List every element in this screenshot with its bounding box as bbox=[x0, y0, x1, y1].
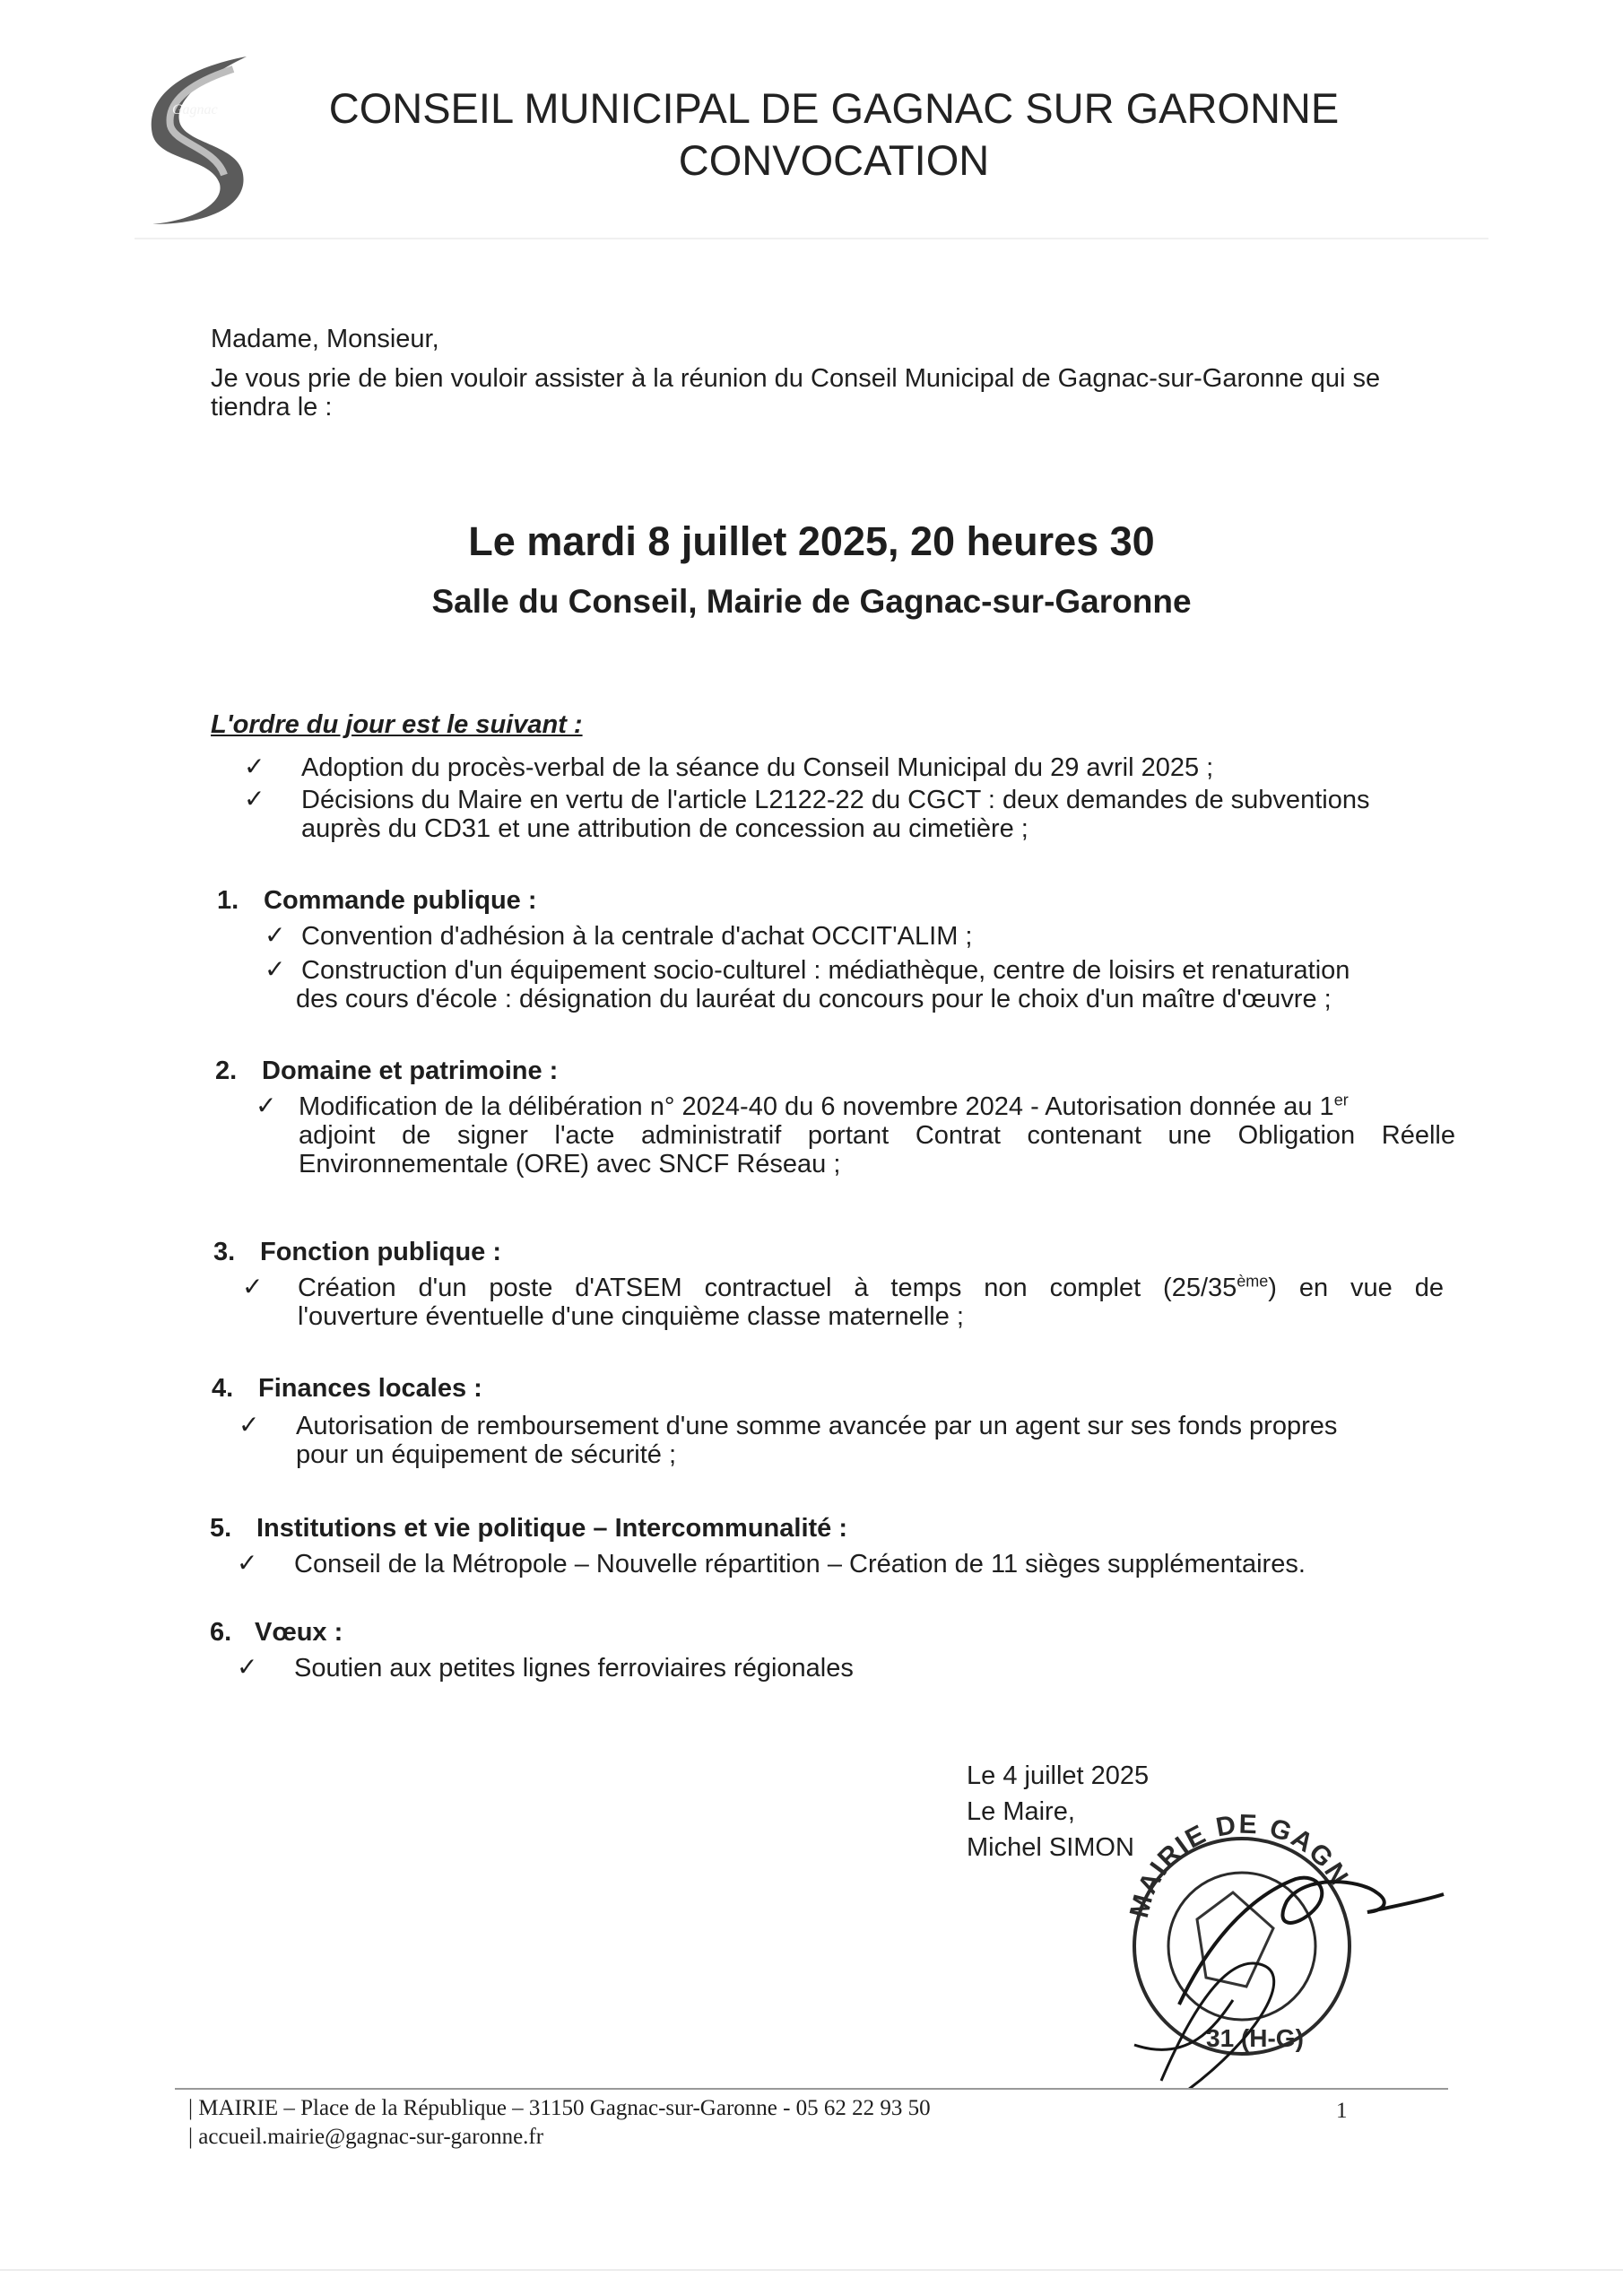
title-line-2: CONVOCATION bbox=[678, 136, 990, 184]
signature-date: Le 4 juillet 2025 bbox=[967, 1761, 1150, 1790]
section-number: 6. bbox=[210, 1618, 232, 1647]
section-number: 2. bbox=[215, 1057, 238, 1085]
check-icon: ✓ bbox=[242, 1273, 264, 1300]
official-stamp-and-signature bbox=[1081, 1794, 1448, 2090]
title-line-1: CONSEIL MUNICIPAL DE GAGNAC SUR GARONNE bbox=[328, 84, 1340, 132]
item-line: auprès du CD31 et une attribution de concession au cimetière ; bbox=[301, 814, 1028, 843]
agenda-item-atsem bbox=[298, 1274, 1444, 1331]
salutation: Madame, Monsieur, bbox=[211, 325, 439, 353]
signature-name: Michel SIMON bbox=[967, 1833, 1134, 1862]
item-line: Conseil de la Métropole – Nouvelle répartition – Création de 11 sièges supplémentaires. bbox=[294, 1550, 1306, 1578]
item-line: Construction d'un équipement socio-culturel : médiathèque, centre de loisirs et renaturation bbox=[301, 956, 1350, 985]
check-icon: ✓ bbox=[265, 955, 286, 983]
item-line: l'ouverture éventuelle d'une cinquième classe maternelle ; bbox=[298, 1302, 964, 1331]
intro-paragraph bbox=[211, 364, 1466, 422]
logo-text: Gagnac bbox=[172, 102, 218, 117]
footer-divider bbox=[175, 2088, 1448, 2090]
meeting-date: Le mardi 8 juillet 2025, 20 heures 30 bbox=[468, 518, 1155, 564]
agenda-item-construction bbox=[296, 956, 1350, 1013]
section-title-domaine: Domaine et patrimoine : bbox=[262, 1057, 559, 1085]
intro-line-2: tiendra le : bbox=[211, 393, 333, 422]
page-bottom-edge bbox=[0, 2269, 1623, 2271]
check-icon: ✓ bbox=[239, 1411, 260, 1439]
item-line: Convention d'adhésion à la centrale d'achat OCCIT'ALIM ; bbox=[301, 922, 973, 951]
item-line: Environnementale (ORE) avec SNCF Réseau ; bbox=[299, 1150, 841, 1178]
municipal-logo bbox=[135, 49, 260, 229]
item-text: Création d'un poste d'ATSEM contractuel à temps non complet (25/35 bbox=[298, 1274, 1237, 1302]
section-title-voeux: Vœux : bbox=[255, 1618, 343, 1647]
footer-contact bbox=[188, 2094, 931, 2152]
check-icon: ✓ bbox=[256, 1091, 277, 1119]
superscript: er bbox=[1333, 1091, 1349, 1109]
agenda-item-metropole bbox=[294, 1550, 1306, 1578]
superscript: ème bbox=[1237, 1272, 1269, 1291]
meeting-place: Salle du Conseil, Mairie de Gagnac-sur-Garonne bbox=[431, 583, 1192, 620]
item-line: des cours d'école : désignation du lauréat du concours pour le choix d'un maître d'œuvre ; bbox=[296, 985, 1332, 1013]
agenda-item-adoption bbox=[301, 753, 1213, 782]
item-line: Soutien aux petites lignes ferroviaires régionales bbox=[294, 1654, 854, 1683]
agenda-item-ferroviaires bbox=[294, 1654, 854, 1683]
agenda-heading: L'ordre du jour est le suivant : bbox=[211, 710, 583, 739]
check-icon: ✓ bbox=[237, 1653, 258, 1681]
check-icon: ✓ bbox=[244, 785, 265, 813]
footer-email: | accueil.mairie@gagnac-sur-garonne.fr bbox=[188, 2125, 544, 2149]
svg-text:MAIRIE DE GAGNAC S/ GARONNE bbox=[1081, 1794, 1355, 1921]
footer-address: | MAIRIE – Place de la République – 31150 Gagnac-sur-Garonne - 05 62 22 93 50 bbox=[188, 2096, 931, 2120]
stamp-code: 31 (H-G) bbox=[1206, 2024, 1304, 2052]
signature-role: Le Maire, bbox=[967, 1797, 1075, 1826]
agenda-item-decisions bbox=[301, 786, 1369, 843]
check-icon: ✓ bbox=[265, 921, 286, 949]
section-title-commande-publique: Commande publique : bbox=[264, 886, 537, 915]
agenda-item-remboursement bbox=[296, 1412, 1337, 1469]
intro-line-1: Je vous prie de bien vouloir assister à la réunion du Conseil Municipal de Gagnac-sur-Garonne qui se bbox=[211, 364, 1381, 393]
section-title-finances: Finances locales : bbox=[258, 1374, 482, 1403]
agenda-item-ore bbox=[299, 1092, 1455, 1178]
item-text: ) en vue de bbox=[1268, 1274, 1444, 1302]
item-line: Adoption du procès-verbal de la séance du Conseil Municipal du 29 avril 2025 ; bbox=[301, 753, 1214, 782]
section-title-fonction-publique: Fonction publique : bbox=[260, 1238, 502, 1266]
item-line: Autorisation de remboursement d'une somme avancée par un agent sur ses fonds propres bbox=[296, 1412, 1338, 1440]
item-line bbox=[298, 1274, 1444, 1302]
document-title bbox=[287, 83, 1381, 187]
page-number: 1 bbox=[1336, 2099, 1348, 2123]
item-text: Modification de la délibération n° 2024-40 du 6 novembre 2024 - Autorisation donnée au 1 bbox=[299, 1092, 1334, 1121]
section-number: 5. bbox=[210, 1514, 232, 1543]
check-icon: ✓ bbox=[244, 752, 265, 780]
item-line: adjoint de signer l'acte administratif portant Contrat contenant une Obligation Réelle bbox=[299, 1121, 1455, 1150]
item-line: pour un équipement de sécurité ; bbox=[296, 1440, 676, 1469]
item-line bbox=[299, 1092, 1455, 1121]
check-icon: ✓ bbox=[237, 1549, 258, 1577]
stamp-text: MAIRIE DE GAGN bbox=[1124, 1809, 1355, 1921]
section-number: 3. bbox=[213, 1238, 236, 1266]
section-number: 4. bbox=[212, 1374, 234, 1403]
agenda-item-occitalim bbox=[301, 922, 972, 951]
header-divider bbox=[135, 238, 1488, 239]
section-title-institutions: Institutions et vie politique – Intercommunalité : bbox=[256, 1514, 848, 1543]
section-number: 1. bbox=[217, 886, 239, 915]
item-line: Décisions du Maire en vertu de l'article L2122-22 du CGCT : deux demandes de subventions bbox=[301, 786, 1370, 814]
